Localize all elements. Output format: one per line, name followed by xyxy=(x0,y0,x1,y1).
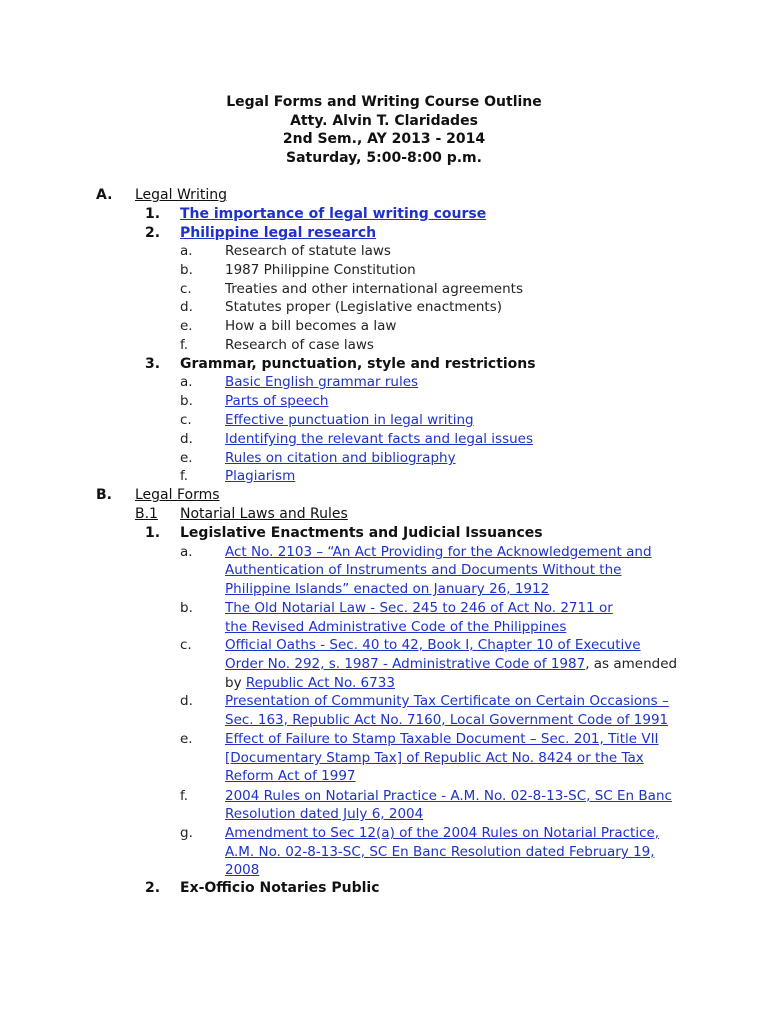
b-item-link[interactable]: Resolution dated July 6, 2004 xyxy=(225,806,424,822)
b-item-link[interactable]: The Old Notarial Law - Sec. 245 to 246 of Act No. 2711 or xyxy=(225,600,613,616)
a2-item-marker: a. xyxy=(180,243,193,259)
a2-title-link[interactable]: Philippine legal research xyxy=(180,225,377,241)
b-item-link[interactable]: [Documentary Stamp Tax] of Republic Act No. 8424 or the Tax xyxy=(225,750,644,766)
b-item-link[interactable]: Act No. 2103 – “An Act Providing for the Acknowledgement and xyxy=(225,544,652,560)
document-schedule: Saturday, 5:00-8:00 p.m. xyxy=(286,149,482,166)
section-b-title: Legal Forms xyxy=(135,487,220,503)
a3-item-marker: b. xyxy=(180,393,193,409)
a1-title-link[interactable]: The importance of legal writing course xyxy=(180,206,487,222)
a2-item-marker: d. xyxy=(180,299,193,315)
b-item-link[interactable]: Amendment to Sec 12(a) of the 2004 Rules on Notarial Practice, xyxy=(225,825,660,841)
section-b-marker: B. xyxy=(96,487,112,503)
a2-item-text: Statutes proper (Legislative enactments) xyxy=(225,299,503,315)
b-item-marker: b. xyxy=(180,600,193,616)
b-item-marker: f. xyxy=(180,788,189,804)
b-item-link[interactable]: the Revised Administrative Code of the Philippines xyxy=(225,619,567,635)
a3-item-marker: a. xyxy=(180,374,193,390)
a1-marker: 1. xyxy=(145,206,161,222)
a3-item-link[interactable]: Parts of speech xyxy=(225,393,329,409)
b-item-c-line2 xyxy=(225,655,677,674)
b-item-link[interactable]: Presentation of Community Tax Certificate on Certain Occasions – xyxy=(225,693,669,709)
a3-item-link[interactable]: Identifying the relevant facts and legal issues xyxy=(225,431,534,447)
a3-title: Grammar, punctuation, style and restrictions xyxy=(180,356,536,372)
b-item-link[interactable]: Philippine Islands” enacted on January 26, 1912 xyxy=(225,581,550,597)
b-item-link[interactable]: Reform Act of 1997 xyxy=(225,768,356,784)
b1-title: Notarial Laws and Rules xyxy=(180,506,348,522)
section-a-title: Legal Writing xyxy=(135,187,227,203)
a2-item-text: Treaties and other international agreements xyxy=(225,281,523,297)
a2-item-text: 1987 Philippine Constitution xyxy=(225,262,416,278)
b-2-marker: 2. xyxy=(145,880,161,896)
a3-item-link[interactable]: Basic English grammar rules xyxy=(225,374,419,390)
document-title: Legal Forms and Writing Course Outline xyxy=(226,94,542,110)
b-item-marker: d. xyxy=(180,693,193,709)
b-item-link[interactable]: 2004 Rules on Notarial Practice - A.M. No. 02-8-13-SC, SC En Banc xyxy=(225,788,672,804)
a2-item-marker: f. xyxy=(180,337,189,353)
a2-item-marker: c. xyxy=(180,281,192,297)
b-item-by: by xyxy=(225,675,246,691)
a3-item-marker: f. xyxy=(180,468,189,484)
b-item-marker: e. xyxy=(180,731,193,747)
a3-item-link[interactable]: Rules on citation and bibliography xyxy=(225,450,456,466)
b-item-link[interactable]: Official Oaths - Sec. 40 to 42, Book I, Chapter 10 of Executive xyxy=(225,637,641,653)
a3-item-marker: e. xyxy=(180,450,193,466)
b-2-title: Ex-Officio Notaries Public xyxy=(180,880,380,896)
a2-item-text: Research of case laws xyxy=(225,337,374,353)
b-item-link[interactable]: Order No. 292, s. 1987 - Administrative Code of 1987 xyxy=(225,656,586,672)
a2-item-marker: e. xyxy=(180,318,193,334)
document-semester: 2nd Sem., AY 2013 - 2014 xyxy=(282,131,486,147)
b-1-marker: 1. xyxy=(145,525,161,541)
b-item-link[interactable]: Republic Act No. 6733 xyxy=(245,675,395,691)
a2-marker: 2. xyxy=(145,225,161,241)
b-item-marker: g. xyxy=(180,825,193,841)
b-item-link[interactable]: Effect of Failure to Stamp Taxable Document – Sec. 201, Title VII xyxy=(225,731,659,747)
a3-item-marker: d. xyxy=(180,431,193,447)
b-item-c-line3 xyxy=(225,674,395,693)
b-1-title: Legislative Enactments and Judicial Issuances xyxy=(180,525,543,541)
b-item-suffix: , as amended xyxy=(585,656,678,672)
a3-item-link[interactable]: Plagiarism xyxy=(225,468,296,484)
a3-marker: 3. xyxy=(145,356,161,372)
b-item-link[interactable]: Sec. 163, Republic Act No. 7160, Local Government Code of 1991 xyxy=(225,712,669,728)
b-item-link[interactable]: A.M. No. 02-8-13-SC, SC En Banc Resolution dated February 19, xyxy=(225,844,655,860)
a3-item-marker: c. xyxy=(180,412,192,428)
b-item-marker: c. xyxy=(180,637,192,653)
b-item-link[interactable]: 2008 xyxy=(225,862,260,878)
section-a-marker: A. xyxy=(96,187,113,203)
a3-item-link[interactable]: Effective punctuation in legal writing xyxy=(225,412,474,428)
b-item-marker: a. xyxy=(180,544,193,560)
a2-item-marker: b. xyxy=(180,262,193,278)
document-author: Atty. Alvin T. Claridades xyxy=(290,112,478,129)
a2-item-text: Research of statute laws xyxy=(225,243,391,259)
document-header xyxy=(0,93,768,167)
b1-marker: B.1 xyxy=(135,506,158,522)
a2-item-text: How a bill becomes a law xyxy=(225,318,397,334)
b-item-link[interactable]: Authentication of Instruments and Documents Without the xyxy=(225,562,622,578)
